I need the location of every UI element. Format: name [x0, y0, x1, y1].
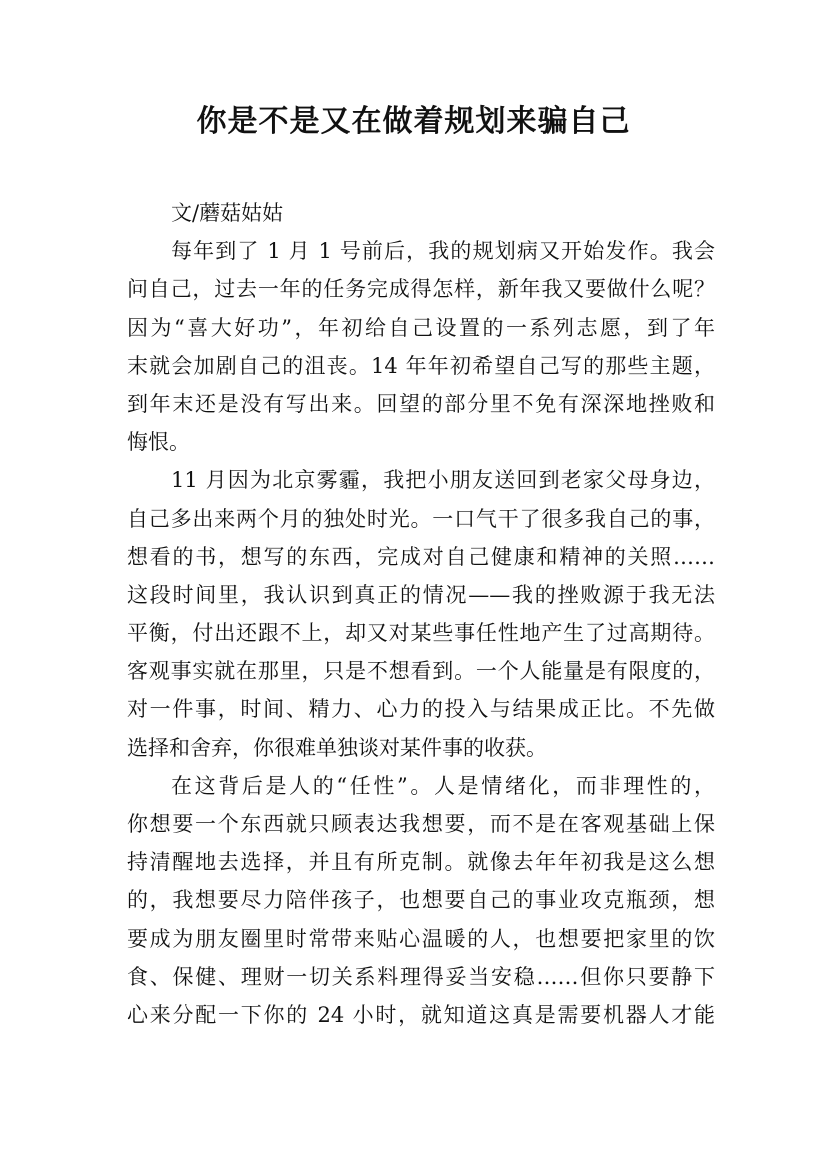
- text-line: 悔恨。: [127, 430, 190, 455]
- text-line: 在这背后是人的“任性”。人是情绪化，而非理性的，: [171, 773, 715, 798]
- text-line: 选择和舍弃，你很难单独谈对某件事的收获。: [127, 735, 547, 760]
- text-line: 的，我想要尽力陪伴孩子，也想要自己的事业攻克瓶颈，想: [127, 888, 715, 913]
- text-line: 每年到了 1 月 1 号前后，我的规划病又开始发作。我会: [171, 239, 715, 264]
- text-line: 问自己，过去一年的任务完成得怎样，新年我又要做什么呢？: [127, 277, 715, 302]
- text-line: 想看的书，想写的东西，完成对自己健康和精神的关照……: [127, 544, 715, 569]
- text-line: 末就会加剧自己的沮丧。14 年年初希望自己写的那些主题，: [127, 353, 715, 378]
- text-line: 对一件事，时间、精力、心力的投入与结果成正比。不先做: [127, 697, 715, 722]
- text-line: 11 月因为北京雾霾，我把小朋友送回到老家父母身边，: [171, 468, 715, 493]
- document-title: 你是不是又在做着规划来骗自己: [196, 104, 631, 139]
- text-line: 食、保健、理财一切关系料理得妥当安稳……但你只要静下: [127, 964, 715, 989]
- text-line: 这段时间里，我认识到真正的情况——我的挫败源于我无法: [127, 582, 715, 607]
- text-line: 心来分配一下你的 24 小时，就知道这真是需要机器人才能: [127, 1002, 715, 1027]
- text-line: 要成为朋友圈里时常带来贴心温暖的人，也想要把家里的饮: [127, 926, 715, 951]
- document-body: [127, 194, 715, 1034]
- text-line: 你想要一个东西就只顾表达我想要，而不是在客观基础上保: [127, 812, 715, 836]
- author-line: 文/蘑菇姑姑: [171, 201, 284, 225]
- text-line: 客观事实就在那里，只是不想看到。一个人能量是有限度的，: [127, 659, 715, 684]
- text-line: 到年末还是没有写出来。回望的部分里不免有深深地挫败和: [127, 391, 715, 416]
- text-line: 自己多出来两个月的独处时光。一口气干了很多我自己的事，: [127, 506, 715, 531]
- text-line: 平衡，付出还跟不上，却又对某些事任性地产生了过高期待。: [127, 621, 715, 646]
- text-line: 因为“喜大好功”，年初给自己设置的一系列志愿，到了年: [127, 315, 715, 340]
- text-line: 持清醒地去选择，并且有所克制。就像去年年初我是这么想: [127, 850, 715, 875]
